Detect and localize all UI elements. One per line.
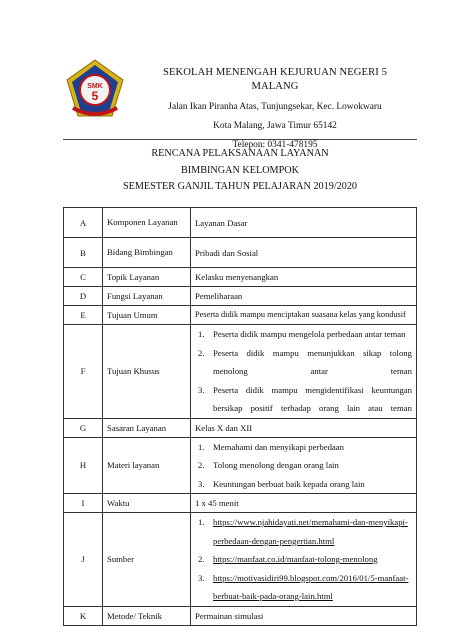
row-value: Peserta didik mampu menciptakan suasana kelas yang kondusif — [191, 306, 417, 325]
table-row — [64, 268, 417, 287]
svg-text:5: 5 — [91, 89, 99, 103]
row-value: Pemeliharaan — [191, 287, 417, 306]
table-row — [64, 494, 417, 513]
row-letter: C — [64, 268, 103, 287]
source-link[interactable]: https://www.njahidayati.net/memahami-dan-menyikapi-perbedaan-dengan-pengertian.html — [213, 517, 408, 546]
row-letter: F — [64, 325, 103, 419]
row-letter: E — [64, 306, 103, 325]
school-logo — [63, 58, 127, 120]
row-label: Sasaran Layanan — [103, 418, 191, 437]
school-address: Jalan Ikan Piranha Atas, Tunjungsekar, Kec. Lowokwaru — [168, 102, 382, 112]
table-row — [64, 606, 417, 625]
row-label: Bidang Bimbingan — [103, 238, 191, 268]
plan-table — [63, 207, 417, 626]
row-letter: J — [64, 513, 103, 607]
row-value: Kelasku menyenangkan — [191, 268, 417, 287]
list-item: 2. https://manfaat.co.id/manfaat-tolong-menolong — [198, 554, 378, 564]
row-label: Tujuan Umum — [103, 306, 191, 325]
row-value: Permainan simulasi — [191, 606, 417, 625]
title-line-3: SEMESTER GANJIL TAHUN PELAJARAN 2019/2020 — [122, 181, 358, 192]
row-label: Fungsi Layanan — [103, 287, 191, 306]
table-row — [64, 325, 417, 419]
row-letter: A — [64, 208, 103, 238]
row-label: Materi layanan — [103, 437, 191, 494]
row-value — [191, 325, 417, 419]
school-city: Kota Malang, Jawa Timur 65142 — [213, 121, 337, 131]
row-value: Layanan Dasar — [191, 208, 417, 238]
document-title — [63, 146, 417, 196]
list-item: 3. Peserta didik mampu mengidentifikasi keuntungan bersikap positif terhadap orang lain atau teman — [198, 384, 412, 413]
table-row — [64, 208, 417, 238]
list-item: 3. Keuntungan berbuat baik kepada orang lain — [198, 478, 365, 489]
table-row — [64, 238, 417, 268]
row-label: Topik Layanan — [103, 268, 191, 287]
logo-lettering: SMK — [87, 83, 103, 90]
row-letter: H — [64, 437, 103, 494]
table-row — [64, 287, 417, 306]
title-line-2: BIMBINGAN KELOMPOK — [180, 164, 299, 176]
row-label: Waktu — [103, 494, 191, 513]
row-label: Tujuan Khusus — [103, 325, 191, 419]
row-letter: G — [64, 418, 103, 437]
row-value: Pribadi dan Sosial — [191, 238, 417, 268]
row-label: Sumber — [103, 513, 191, 607]
material-list — [195, 438, 412, 494]
list-item: 1. Peserta didik mampu mengelola perbedaan antar teman — [198, 329, 406, 339]
title-line-1: RENCANA PELAKSANAAN LAYANAN — [151, 148, 329, 159]
table-row — [64, 306, 417, 325]
list-item: 3. https://motivasidiri99.blogspot.com/2016/01/5-manfaat-berbuat-baik-pada-orang-lain.html — [198, 572, 409, 601]
row-value — [191, 437, 417, 494]
source-link[interactable]: https://manfaat.co.id/manfaat-tolong-menolong — [213, 554, 378, 564]
row-value: Kelas X dan XII — [191, 418, 417, 437]
sources-list — [195, 513, 412, 606]
header-divider — [63, 139, 417, 140]
row-label: Metode/ Teknik — [103, 606, 191, 625]
table-row — [64, 513, 417, 607]
table-row — [64, 418, 417, 437]
table-row — [64, 437, 417, 494]
row-value: 1 x 45 menit — [191, 494, 417, 513]
list-item: 2. Peserta didik mampu menunjukkan sikap tolong menolong antar teman — [198, 347, 412, 376]
list-item: 1. Memahami dan menyikapi perbedaan — [198, 441, 344, 452]
row-value — [191, 513, 417, 607]
row-letter: K — [64, 606, 103, 625]
row-letter: D — [64, 287, 103, 306]
source-link[interactable]: https://motivasidiri99.blogspot.com/2016/01/5-manfaat-berbuat-baik-pada-orang-lain.html — [213, 572, 409, 601]
row-label: Komponen Layanan — [103, 208, 191, 238]
objectives-list — [195, 325, 412, 418]
row-letter: B — [64, 238, 103, 268]
row-letter: I — [64, 494, 103, 513]
school-phone: Telepon: 0341-478195 — [232, 140, 318, 150]
school-name: SEKOLAH MENENGAH KEJURUAN NEGERI 5 MALANG — [162, 67, 388, 92]
list-item: 1. https://www.njahidayati.net/memahami-dan-menyikapi-perbedaan-dengan-pengertian.html — [198, 517, 408, 546]
list-item: 2. Tolong menolong dengan orang lain — [198, 460, 339, 470]
